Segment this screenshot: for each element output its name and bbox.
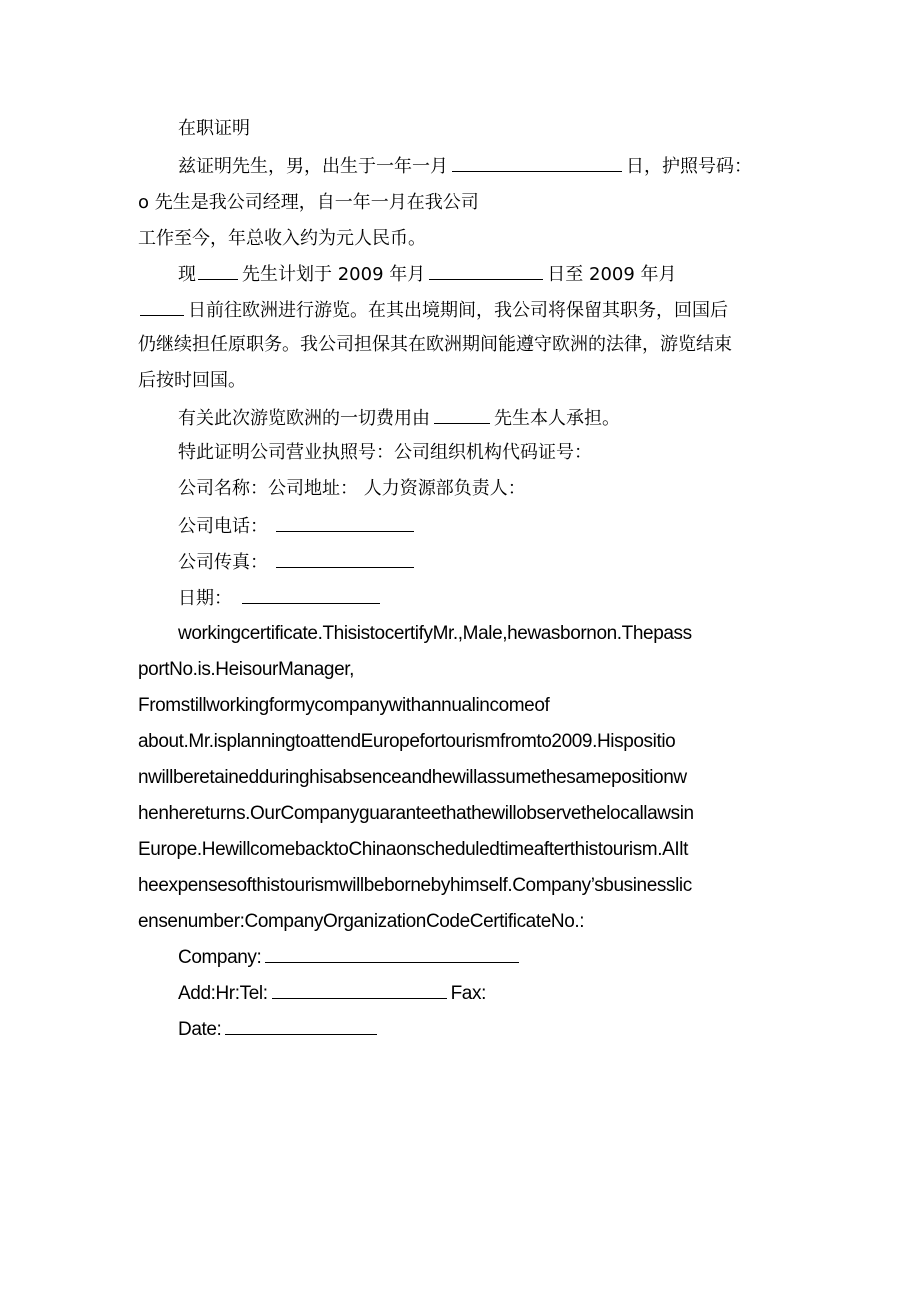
- start-day-blank: [429, 261, 543, 280]
- company-label-en: Company:: [178, 947, 262, 968]
- cn-paragraph-2-line-3: 仍继续担任原职务。我公司担保其在欧洲期间能遵守欧洲的法律，游览结束: [138, 334, 732, 355]
- birth-day-blank: [452, 153, 622, 172]
- en-line-1: workingcertificate.ThisistocertifyMr.,Male,hewasbornon.Thepass: [178, 623, 692, 644]
- date-blank-cn: [242, 585, 380, 604]
- cn-paragraph-3: [178, 405, 798, 431]
- date-label-cn: 日期：: [178, 588, 232, 609]
- en-contact-line: [178, 980, 798, 1006]
- en-line-5: nwillberetainedduringhisabsenceandhewillassumethesamepositionw: [138, 767, 687, 788]
- en-line-7: Europe.HewillcomebacktoChinaonscheduledtimeafterthistourism.AIlt: [138, 839, 688, 860]
- add-label-en: Add:Hr:Tel:: [178, 983, 268, 1004]
- en-line-9: ensenumber:CompanyOrganizationCodeCertificateNo.:: [138, 911, 585, 932]
- fax-label-en: Fax:: [450, 983, 486, 1004]
- cn-passport-text: 日，护照号码：: [626, 156, 752, 177]
- phone-label: 公司电话：: [178, 516, 268, 537]
- cn-travel-text: 日前往欧洲进行游览。在其出境期间，我公司将保留其职务，回国后: [188, 300, 728, 321]
- end-day-blank: [140, 297, 184, 316]
- name-blank-1: [198, 261, 238, 280]
- cn-paragraph-2-line-4: 后按时回国。: [138, 370, 246, 391]
- cn-paragraph-1-line-3: 工作至今，年总收入约为元人民币。: [138, 228, 426, 249]
- cn-paragraph-2-line-2: [138, 297, 798, 323]
- en-company-line: [178, 944, 798, 970]
- phone-blank: [276, 513, 414, 532]
- cn-paragraph-2-line-1: [178, 261, 798, 287]
- fax-label-cn: 公司传真：: [178, 552, 268, 573]
- cn-paragraph-1-line-1: [178, 153, 798, 179]
- cn-date-line: [178, 585, 798, 611]
- cn-now-text: 现: [178, 264, 196, 285]
- en-line-6: henhereturns.OurCompanyguaranteethathewillobservethelocallawsin: [138, 803, 694, 824]
- cn-borne-text: 先生本人承担。: [494, 408, 620, 429]
- cn-until-text: 日至 2009 年月: [547, 264, 677, 285]
- document-title: 在职证明: [178, 118, 250, 139]
- date-blank-en: [225, 1016, 377, 1035]
- cn-phone-line: [178, 513, 798, 539]
- cn-expense-text: 有关此次游览欧洲的一切费用由: [178, 408, 430, 429]
- company-blank-en: [265, 944, 519, 963]
- cn-fax-line: [178, 549, 798, 575]
- tel-blank-en: [272, 980, 447, 999]
- en-line-2: portNo.is.HeisourManager,: [138, 659, 354, 680]
- cn-license-line: 特此证明公司营业执照号：公司组织机构代码证号：: [178, 442, 592, 463]
- en-line-3: Fromstillworkingformycompanywithannualincomeof: [138, 695, 550, 716]
- date-label-en: Date:: [178, 1019, 222, 1040]
- en-line-4: about.Mr.isplanningtoattendEuropefortourismfromto2009.Hispositio: [138, 731, 676, 752]
- en-line-8: heexpensesofthistourismwillbebornebyhimself.Company’sbusinesslic: [138, 875, 692, 896]
- name-blank-2: [434, 405, 490, 424]
- cn-plan-text: 先生计划于 2009 年月: [242, 264, 426, 285]
- en-date-line: [178, 1016, 798, 1042]
- cn-paragraph-1-line-2: o 先生是我公司经理，自一年一月在我公司: [138, 192, 479, 213]
- fax-blank-cn: [276, 549, 414, 568]
- cn-company-line: 公司名称：公司地址： 人力资源部负责人：: [178, 478, 526, 499]
- cn-intro-text: 兹证明先生，男，出生于一年一月: [178, 156, 448, 177]
